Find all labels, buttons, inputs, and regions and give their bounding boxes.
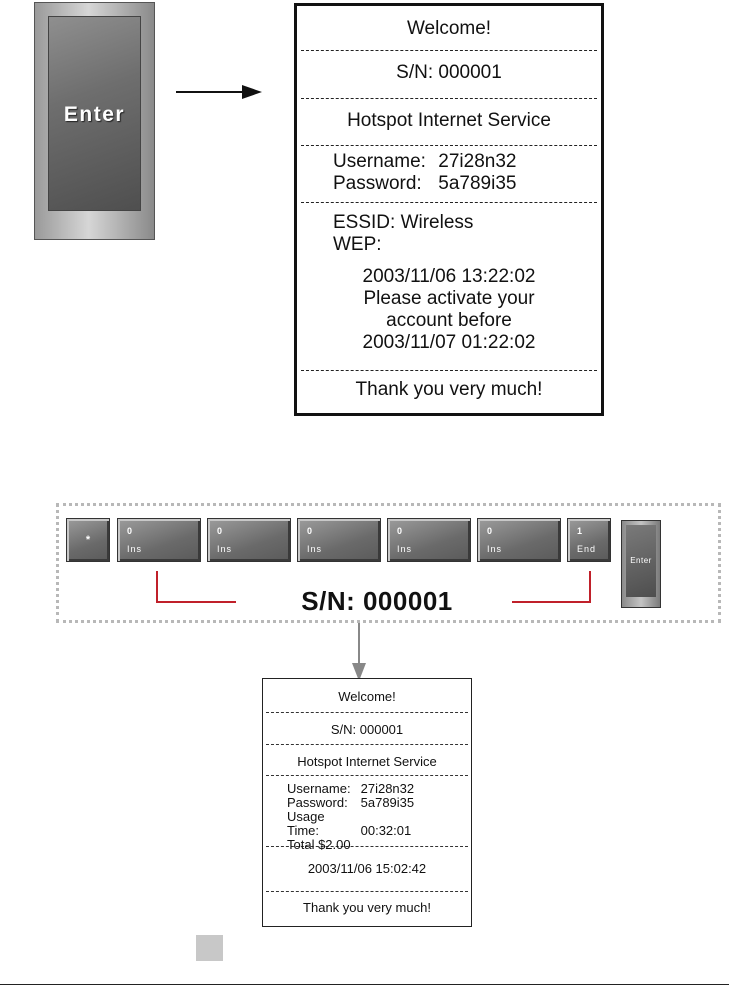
key-bottom-label: Ins — [307, 544, 323, 554]
receipt-thanks: Thank you very much! — [303, 900, 431, 915]
username-label: Username: — [333, 151, 426, 172]
wep-line: WEP: — [333, 234, 382, 255]
receipt-activation — [297, 256, 601, 370]
key-0-ins[interactable] — [477, 518, 561, 562]
receipt-serial: S/N: 000001 — [330, 722, 404, 737]
key-top-label: 0 — [397, 526, 403, 536]
receipt-large — [294, 3, 604, 416]
key-0-ins[interactable] — [207, 518, 291, 562]
receipt-network — [297, 203, 601, 256]
receipt-service: Hotspot Internet Service — [297, 754, 437, 769]
password-value: 5a789i35 — [438, 173, 517, 194]
receipt-welcome: Welcome! — [338, 689, 396, 704]
usage-value: 00:32:01 — [360, 823, 412, 838]
activation-note-2: account before — [386, 310, 512, 331]
usage-row — [287, 810, 471, 838]
receipt-service: Hotspot Internet Service — [347, 110, 551, 131]
key-top-label: 0 — [217, 526, 223, 536]
password-value: 5a789i35 — [360, 795, 415, 810]
username-row — [333, 151, 601, 173]
key-top-label: 1 — [577, 526, 583, 536]
issue-date: 2003/11/06 13:22:02 — [362, 266, 536, 287]
activation-note-1: Please activate your — [363, 288, 535, 309]
enter-key-small[interactable] — [621, 520, 661, 608]
serial-caption: S/N: 000001 — [301, 586, 453, 616]
bracket-right — [512, 571, 591, 603]
key-bottom-label: Ins — [127, 544, 143, 554]
key-bottom-label: Ins — [397, 544, 413, 554]
arrow-down-icon — [351, 623, 367, 681]
arrow-right-icon — [176, 84, 262, 100]
receipt-credentials — [297, 146, 601, 202]
usage-label: Usage Time: — [287, 809, 325, 838]
receipt-date: 2003/11/06 15:02:42 — [307, 861, 427, 876]
receipt-welcome: Welcome! — [406, 18, 492, 39]
key-bottom-label: Ins — [487, 544, 503, 554]
enter-key-label: Enter — [63, 103, 126, 126]
receipt-serial: S/N: 000001 — [396, 62, 502, 83]
enter-key-label: Enter — [630, 556, 652, 565]
password-row — [333, 173, 601, 195]
username-row — [287, 782, 471, 796]
key-1-end[interactable] — [567, 518, 611, 562]
activation-deadline: 2003/11/07 01:22:02 — [362, 332, 536, 353]
key-0-ins[interactable] — [387, 518, 471, 562]
key-asterisk[interactable] — [66, 518, 110, 562]
key-top-label: 0 — [487, 526, 493, 536]
key-bottom-label: Ins — [217, 544, 233, 554]
key-0-ins[interactable] — [297, 518, 381, 562]
bottom-rule — [0, 984, 729, 985]
password-row — [287, 796, 471, 810]
receipt-thanks: Thank you very much! — [355, 379, 543, 400]
username-value: 27i28n32 — [438, 151, 517, 172]
password-label: Password: — [333, 173, 422, 194]
essid-line: ESSID: Wireless — [333, 212, 474, 233]
username-label: Username: — [287, 781, 351, 796]
receipt-small — [262, 678, 472, 927]
receipt-usage — [263, 776, 471, 852]
password-label: Password: — [287, 795, 348, 810]
enter-key-large[interactable] — [34, 2, 155, 240]
bracket-left — [156, 571, 236, 603]
key-top-label: 0 — [307, 526, 313, 536]
username-value: 27i28n32 — [360, 781, 415, 796]
key-top-label: 0 — [127, 526, 133, 536]
page-marker — [196, 935, 223, 961]
key-0-ins[interactable] — [117, 518, 201, 562]
key-bottom-label: End — [577, 544, 597, 554]
key-label: * — [85, 534, 91, 546]
total-line: Total $2.00 — [287, 837, 351, 852]
